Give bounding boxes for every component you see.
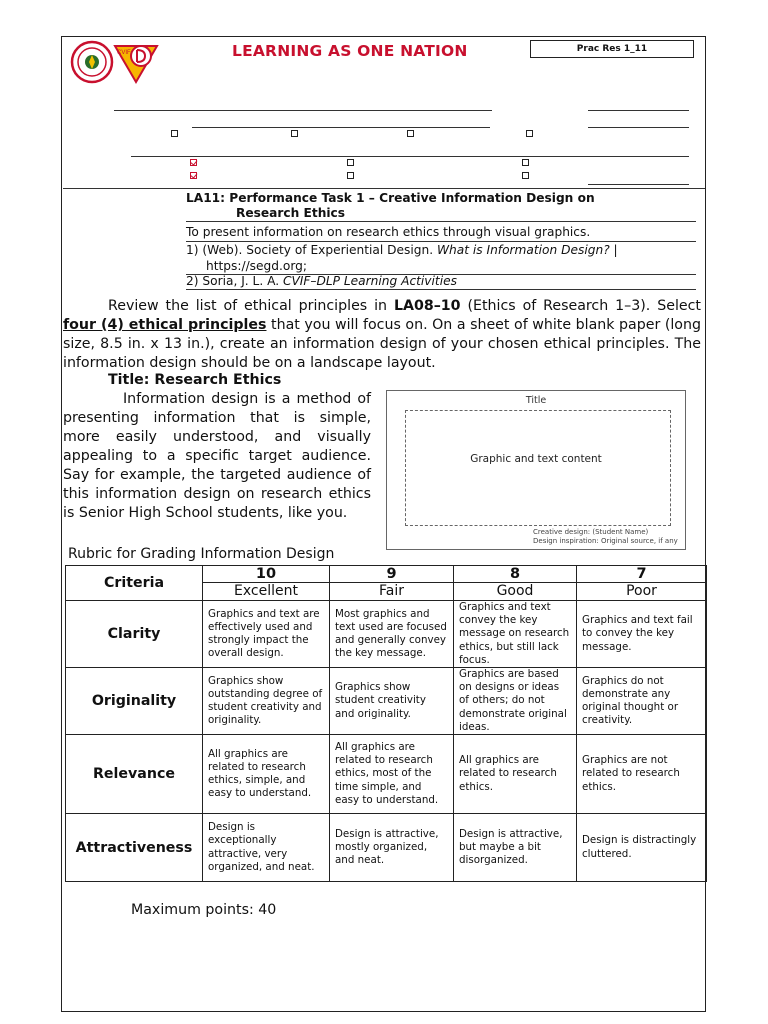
form-line [186,289,696,290]
reference-1-url: https://segd.org; [206,259,307,273]
figure-dashed-frame [405,410,671,526]
checkbox-checked[interactable] [190,159,197,166]
task-title [186,191,595,206]
reference-2 [186,274,457,289]
level-good: Good [454,583,577,601]
instr-text-2: (Ethics of Research 1–3). Select [460,298,701,314]
checkbox-checked[interactable] [190,172,197,179]
table-cell: Design is attractive, mostly organized, and neat. [330,814,454,882]
form-line [192,127,490,128]
table-row [66,601,707,668]
table-row [66,814,707,882]
criterion-relevance: Relevance [66,735,203,814]
header-title: LEARNING AS ONE NATION [232,42,468,60]
table-cell: Graphics and text fail to convey the key message. [577,601,707,668]
form-line [131,156,689,157]
form-line [588,184,689,185]
score-8: 8 [454,566,577,583]
figure-credit-2: Design inspiration: Original source, if any [533,537,678,545]
form-line [588,127,689,128]
instr-bold: LA08–10 [393,298,461,314]
ref2-italic: CVIF–DLP Learning Activities [282,274,457,288]
table-cell: Most graphics and text used are focused and generally convey the key message. [330,601,454,668]
form-line [186,221,696,222]
figure-content-label: Graphic and text content [470,453,602,465]
cvif-dlp-logo [113,40,159,84]
table-cell: All graphics are related to research ethics, most of the time simple, and easy to understand. [330,735,454,814]
instructions-paragraph [63,297,701,373]
definition-paragraph: Information design is a method of presenting information that is simple, more easily understood, and visually appealing to a specific target audience. Say for example, the targeted audience of this information design on research ethics is Senior High School students, like you. [63,391,371,521]
table-cell: Graphics show outstanding degree of student creativity and originality. [203,668,330,735]
rubric-title: Rubric for Grading Information Design [68,546,335,562]
level-poor: Poor [577,583,707,601]
form-line [63,188,705,189]
task-title-2 [236,206,345,221]
table-row [66,668,707,735]
ref1-tail: | [609,243,618,257]
task-objective: To present information on research ethics through visual graphics. [186,225,591,239]
reference-1 [186,243,618,258]
table-cell: Design is attractive, but maybe a bit disorganized. [454,814,577,882]
document-code: Prac Res 1_11 [530,40,694,58]
table-cell: Design is distractingly cluttered. [577,814,707,882]
design-title-label: Title: Research Ethics [108,372,282,388]
figure-credit-1: Creative design: (Student Name) [533,528,649,536]
table-cell: Graphics and text are effectively used and strongly impact the overall design. [203,601,330,668]
checkbox[interactable] [291,130,298,137]
table-cell: Graphics show student creativity and originality. [330,668,454,735]
table-cell: Graphics are based on designs or ideas of others; do not demonstrate original ideas. [454,668,577,735]
checkbox[interactable] [522,159,529,166]
rubric-table [65,565,707,882]
checkbox[interactable] [526,130,533,137]
layout-figure [386,390,686,550]
table-cell: Graphics do not demonstrate any original thought or creativity. [577,668,707,735]
level-fair: Fair [330,583,454,601]
ref2-text: 2) Soria, J. L. A. [186,274,283,288]
form-line [186,241,696,242]
instr-text-3: that you will focus on. On a sheet of white blank paper (long size, 8.5 in. x 13 in.), create an information design of your chosen ethical principles. The information design should be on a landscape layout. [63,317,701,371]
task-title-line2: Research Ethics [236,206,346,220]
checkbox[interactable] [347,159,354,166]
form-line [588,110,689,111]
form-line [114,110,492,111]
figure-title: Title [525,395,547,406]
instr-text-1: Review the list of ethical principles in [108,298,394,314]
logo-text: CVIF [117,50,131,56]
checkbox[interactable] [522,172,529,179]
score-10: 10 [203,566,330,583]
checkbox[interactable] [347,172,354,179]
school-seal-logo [70,40,114,84]
ref1-text: 1) (Web). Society of Experiential Design. [186,243,437,257]
criterion-attractiveness: Attractiveness [66,814,203,882]
maximum-points: Maximum points: 40 [131,902,277,918]
score-9: 9 [330,566,454,583]
table-cell: Graphics are not related to research ethics. [577,735,707,814]
table-row [66,735,707,814]
criteria-header: Criteria [66,566,203,601]
table-cell: All graphics are related to research ethics, simple, and easy to understand. [203,735,330,814]
criterion-originality: Originality [66,668,203,735]
table-cell: Design is exceptionally attractive, very organized, and neat. [203,814,330,882]
instr-underline: four (4) ethical principles [63,317,267,333]
ref1-italic: What is Information Design? [436,243,610,257]
criterion-clarity: Clarity [66,601,203,668]
checkbox[interactable] [407,130,414,137]
checkbox[interactable] [171,130,178,137]
task-title-line1: LA11: Performance Task 1 – Creative Information Design on [186,191,595,205]
table-cell: All graphics are related to research ethics. [454,735,577,814]
figure-credits [533,528,678,546]
table-cell: Graphics and text convey the key message on research ethics, but still lack focus. [454,601,577,668]
level-excellent: Excellent [203,583,330,601]
score-7: 7 [577,566,707,583]
